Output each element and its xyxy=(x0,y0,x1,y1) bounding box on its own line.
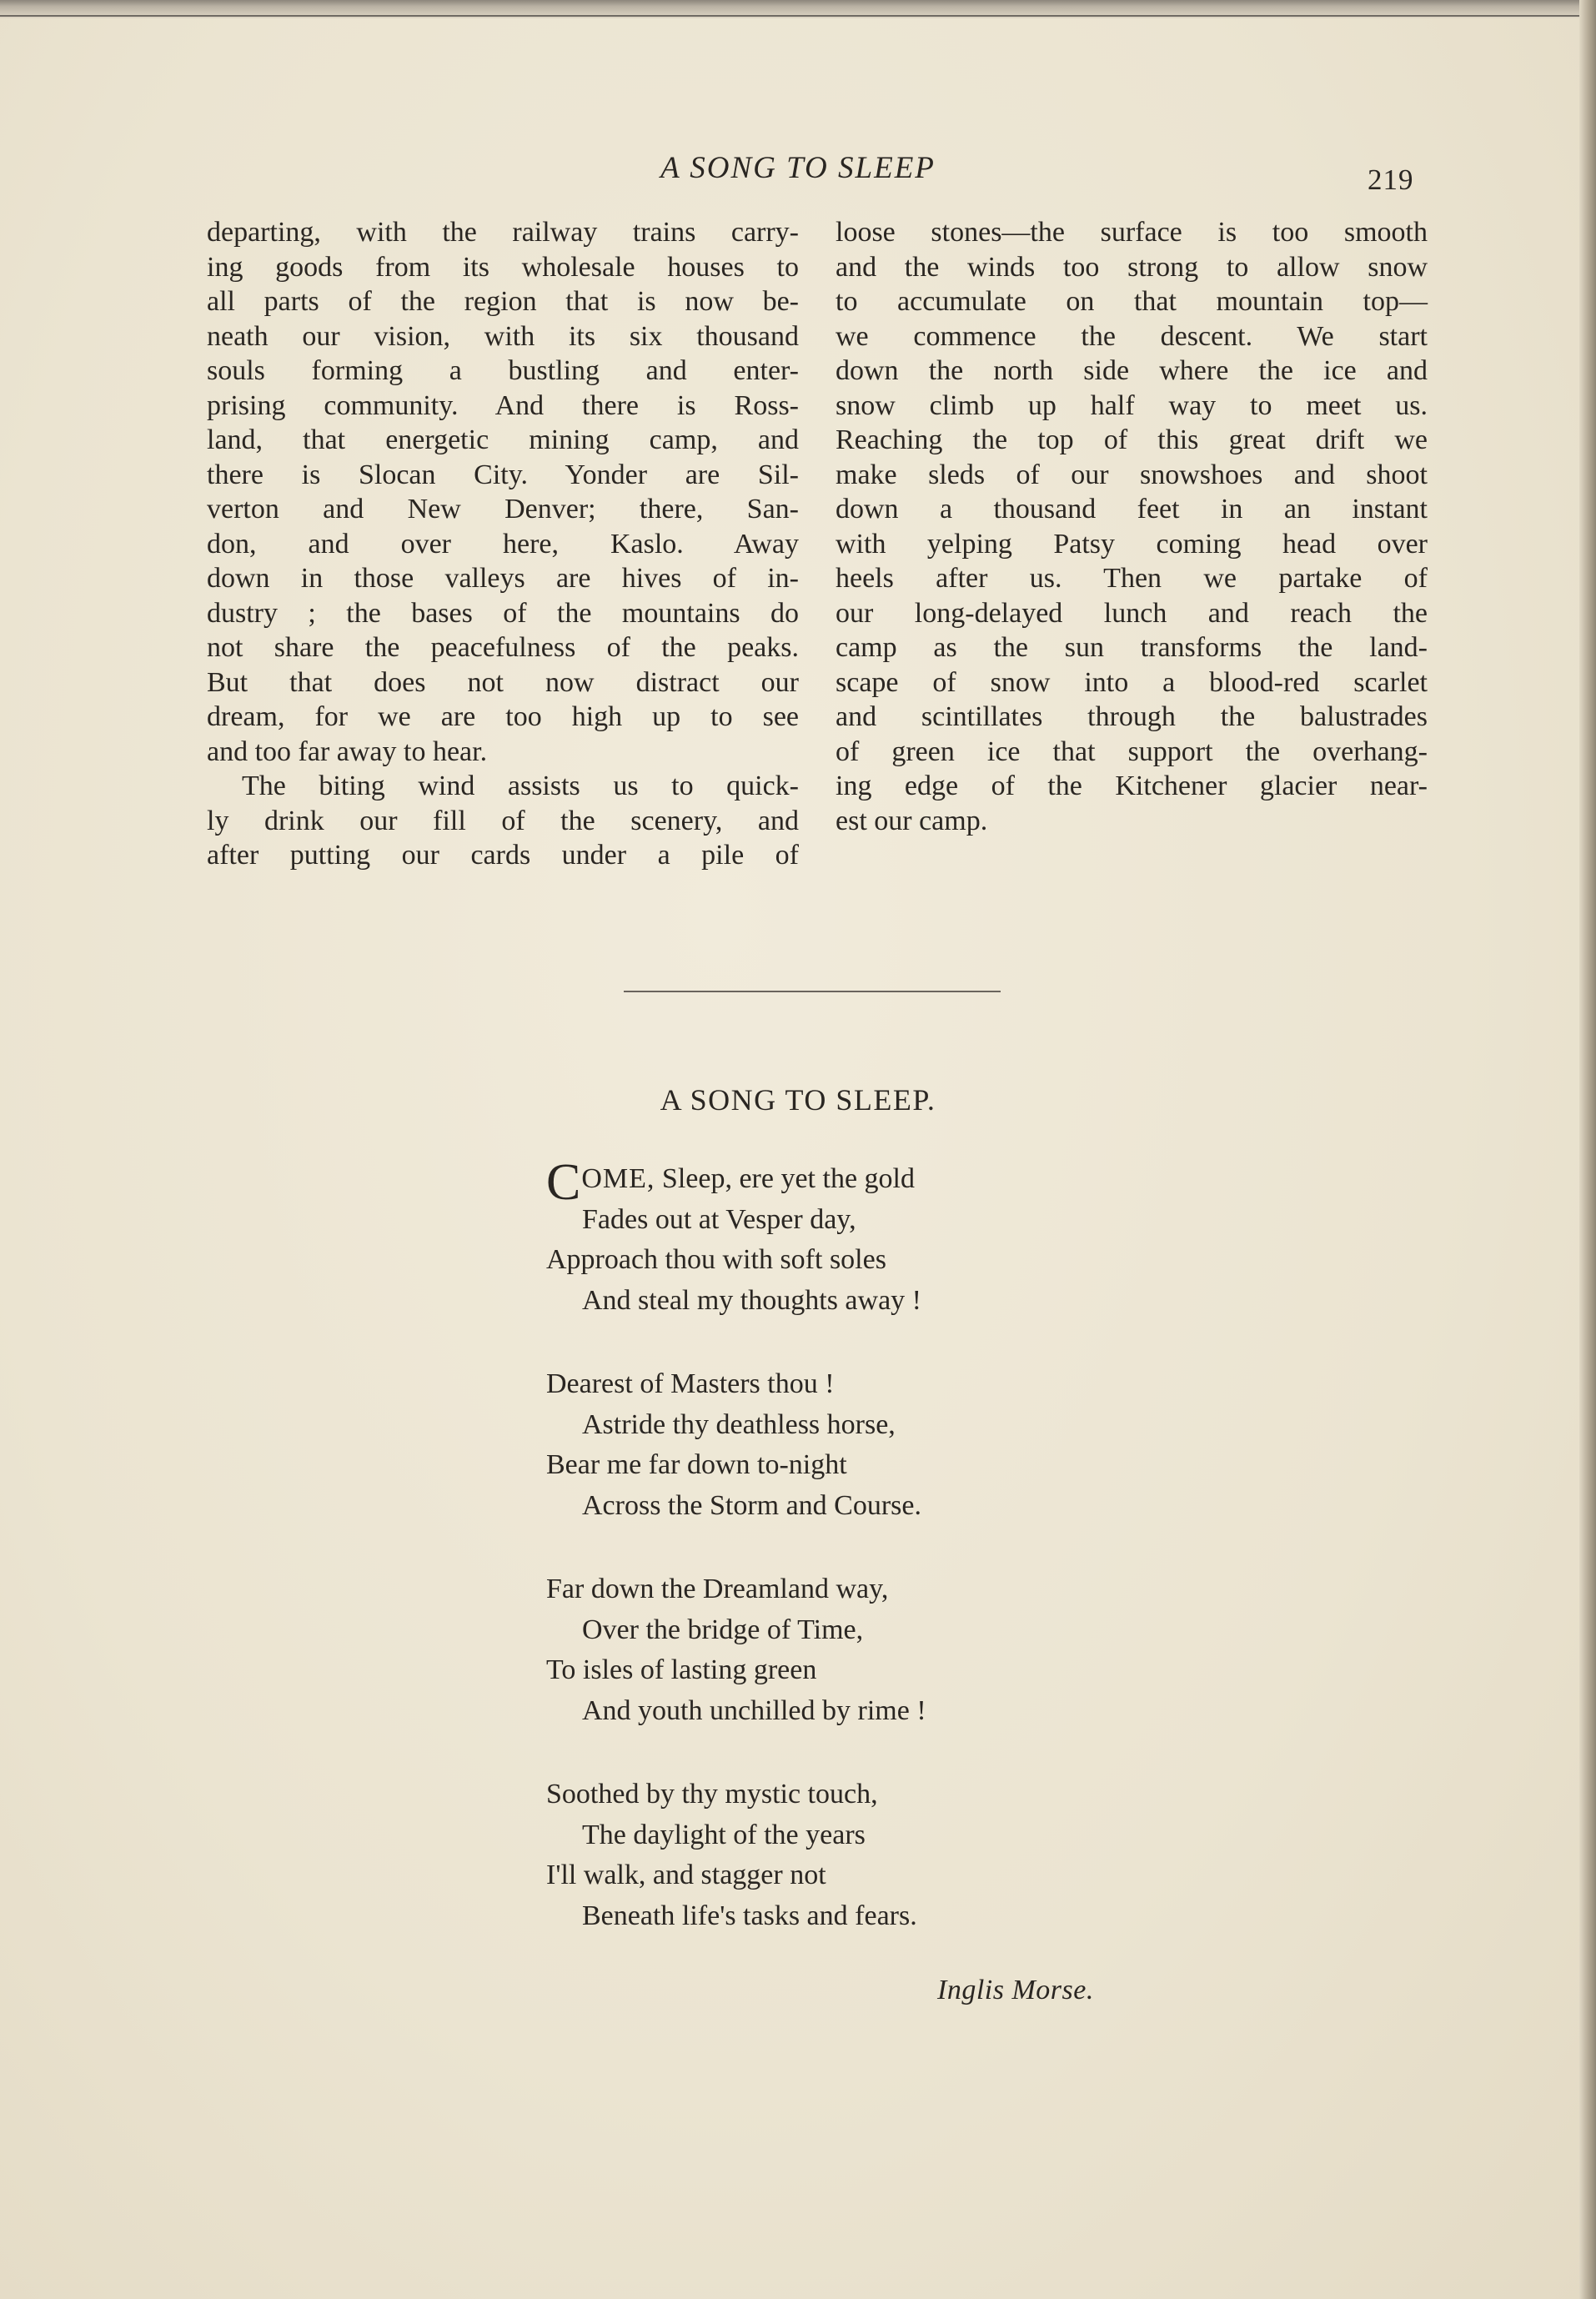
text-line: Reaching the top of this great drift we xyxy=(836,424,1428,455)
poem-line: Beneath life's tasks and fears. xyxy=(582,1900,917,1931)
text-line: down a thousand feet in an instant xyxy=(836,494,1428,525)
first-line-text: Sleep, ere yet the gold xyxy=(655,1163,915,1194)
poem-line: Soothed by thy mystic touch, xyxy=(546,1779,878,1810)
poem-stanza xyxy=(546,1774,1180,1936)
first-word-smallcaps: OME, xyxy=(581,1163,655,1194)
poem-line: Bear me far down to-night xyxy=(546,1449,847,1480)
poem-first-line xyxy=(546,1154,1180,1211)
text-line: departing, with the railway trains carry- xyxy=(207,217,799,248)
running-title: A SONG TO SLEEP xyxy=(660,151,936,185)
page-number: 219 xyxy=(1368,163,1414,196)
drop-cap: C xyxy=(546,1154,581,1211)
left-text-column xyxy=(207,215,799,873)
text-line: to accumulate on that mountain top— xyxy=(836,286,1428,317)
text-line: prising community. And there is Ross- xyxy=(207,389,799,421)
poem-line: Fades out at Vesper day, xyxy=(582,1203,856,1235)
text-line: ing goods from its wholesale houses to xyxy=(207,251,799,283)
text-line: and too far away to hear. xyxy=(207,735,488,767)
poem-line: I'll walk, and stagger not xyxy=(546,1860,826,1890)
text-line: there is Slocan City. Yonder are Sil- xyxy=(207,459,799,490)
poem-line: Far down the Dreamland way, xyxy=(546,1574,889,1604)
text-line: But that does not now distract our xyxy=(207,666,799,698)
text-line: camp as the sun transforms the land- xyxy=(836,632,1428,663)
text-line: dream, for we are too high up to see xyxy=(207,701,799,732)
text-line: dustry ; the bases of the mountains do xyxy=(207,597,799,629)
text-line: we commence the descent. We start xyxy=(836,320,1428,352)
poem-line: Dearest of Masters thou ! xyxy=(546,1368,835,1399)
text-line: souls forming a bustling and enter- xyxy=(207,355,799,386)
text-line: verton and New Denver; there, San- xyxy=(207,494,799,525)
page-right-edge xyxy=(1579,0,1596,2299)
text-line: don, and over here, Kaslo. Away xyxy=(207,528,799,560)
text-line: down in those valleys are hives of in- xyxy=(207,563,799,594)
text-line: ly drink our fill of the scenery, and xyxy=(207,805,799,836)
poem-line: Astride thy deathless horse, xyxy=(582,1408,896,1440)
text-line: est our camp. xyxy=(836,805,988,836)
poem-line: Over the bridge of Time, xyxy=(582,1614,864,1645)
poem-body xyxy=(546,1154,1180,1980)
text-line: and scintillates through the balustrades xyxy=(836,701,1428,732)
poem-stanza xyxy=(546,1364,1180,1526)
poem-line: The daylight of the years xyxy=(582,1819,866,1850)
text-line: neath our vision, with its six thousand xyxy=(207,320,799,352)
poem-line: And youth unchilled by rime ! xyxy=(582,1694,926,1726)
poem-author: Inglis Morse. xyxy=(937,1975,1094,2005)
section-divider xyxy=(624,991,1001,992)
text-line: The biting wind assists us to quick- xyxy=(242,771,799,801)
text-line: down the north side where the ice and xyxy=(836,355,1428,386)
text-line: ing edge of the Kitchener glacier near- xyxy=(836,771,1428,801)
text-line: after putting our cards under a pile of xyxy=(207,840,799,871)
poem-line: Approach thou with soft soles xyxy=(546,1244,886,1275)
poem-line: And steal my thoughts away ! xyxy=(582,1284,921,1316)
poem-stanza xyxy=(546,1569,1180,1731)
text-line: heels after us. Then we partake of xyxy=(836,563,1428,594)
page-top-edge xyxy=(0,0,1596,18)
text-line: not share the peacefulness of the peaks. xyxy=(207,632,799,663)
poem-line: To isles of lasting green xyxy=(546,1654,817,1685)
poem-stanza xyxy=(546,1154,1180,1321)
poem-line: Across the Storm and Course. xyxy=(582,1489,922,1521)
text-line: snow climb up half way to meet us. xyxy=(836,389,1428,421)
text-line: land, that energetic mining camp, and xyxy=(207,424,799,455)
text-line: of green ice that support the overhang- xyxy=(836,735,1428,767)
text-line: our long-delayed lunch and reach the xyxy=(836,597,1428,629)
text-line: scape of snow into a blood-red scarlet xyxy=(836,666,1428,698)
text-line: all parts of the region that is now be- xyxy=(207,286,799,317)
text-line: with yelping Patsy coming head over xyxy=(836,528,1428,560)
poem-title: A SONG TO SLEEP. xyxy=(660,1083,936,1117)
text-line: loose stones—the surface is too smooth xyxy=(836,217,1428,248)
text-line: and the winds too strong to allow snow xyxy=(836,251,1428,283)
right-text-column xyxy=(836,215,1428,838)
text-line: make sleds of our snowshoes and shoot xyxy=(836,459,1428,490)
